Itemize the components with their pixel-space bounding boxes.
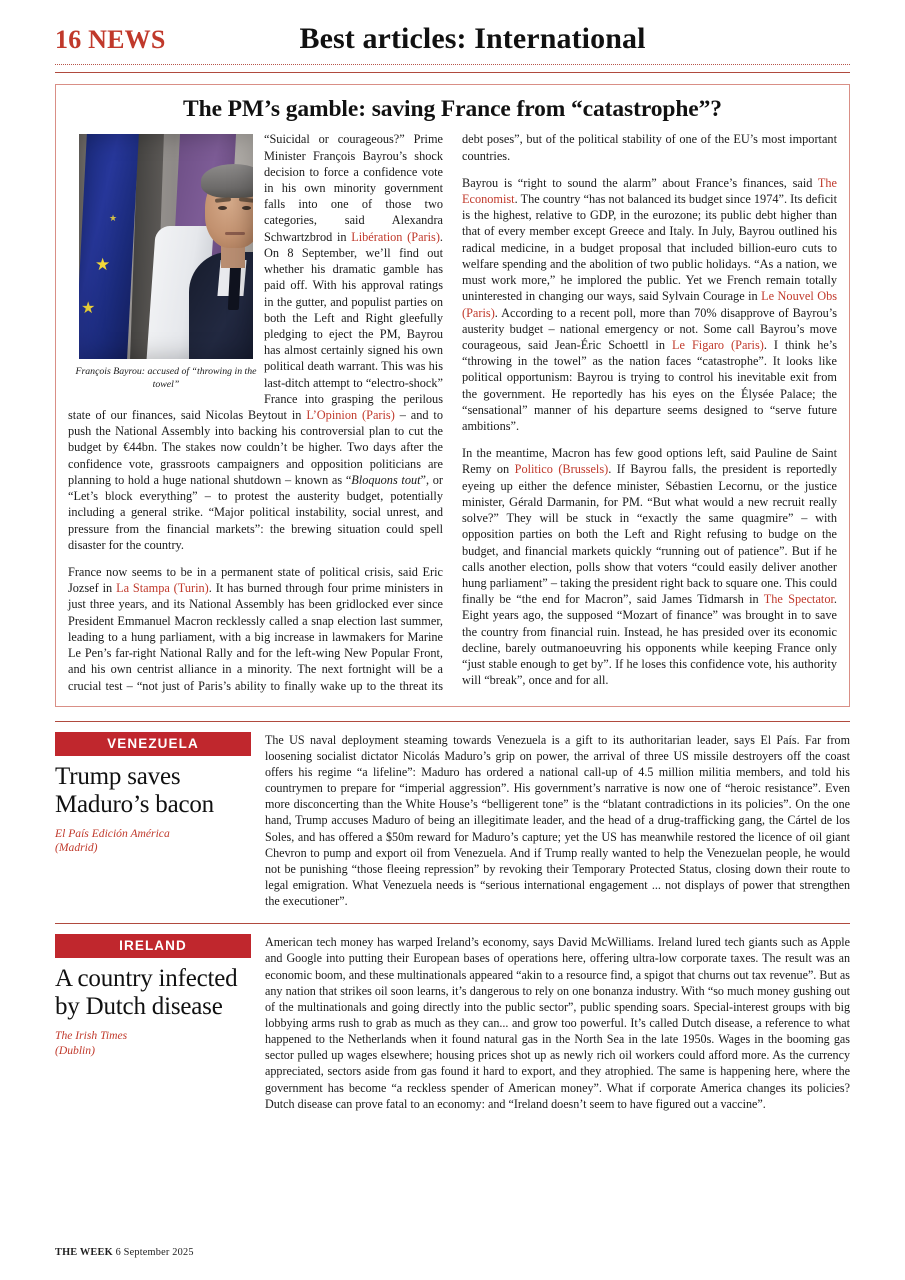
folio — [55, 27, 205, 58]
folio-number: 16 — [55, 25, 82, 54]
source-name: The Spectator — [763, 592, 834, 607]
source-name: La Stampa (Turin) — [116, 581, 209, 596]
source-name: The Economist — [462, 175, 837, 206]
country-section-ireland — [55, 924, 850, 1112]
lead-article-body — [68, 131, 837, 693]
lead-paragraph: “Suicidal or courageous?” Prime Minister François Bayrou’s shock decision to force a confidence vote in his own minority government falls into one of those two categories, said Alexandra Schwartzbrod in Libération (Paris). On 8 September, we’ll find out whether his dramatic gamble has paid off. With his approval ratings in the gutter, and populist parties on both the Left and Right gleefully pledging to eject the PM, Bayrou has almost certainly signed his own political death warrant. This was his last-ditch attempt to “electro-shock” France into grasping the perilous state of our finances, said Nicolas Beytout in L’Opinion (Paris) – and to push the National Assembly into backing his controversial plan to cut the budget by €44bn. The stakes now couldn’t be higher. Two days after the confidence vote, grassroots campaigners and opposition politicians are planning to hold a huge national shutdown – known as “Bloquons tout”, or “Let’s block everything” – to protest the austerity budget, potentially including a general strike. “Major political instability, social unrest, and pressure from the financial markets”: the brewing situation could spell disaster for the country. — [68, 132, 443, 552]
bayrou-photo — [79, 134, 253, 359]
lead-paragraph: In the meantime, Macron has few good options left, said Pauline de Saint Remy on Politico (Brussels). If Bayrou falls, the president is reportedly eyeing up either the defence minister, Sébastien Lecornu, or the justice minister, Gérald Darmanin, for PM. “But what would a new recruit really solve?” They will be stuck in “exactly the same quagmire” – with opposition parties on both the Left and Right refusing to budge on the budget, and financial markets quickly “running out of patience”. But if he calls another election, polls show that voters “could easily deliver another hung parliament” – taking the president right back to square one. This could finally be “the end for Macron”, said James Tidmarsh in The Spectator. Eight years ago, the supposed “Mozart of finance” was brought in to save the country from financial ruin. Instead, he has presided over its economic decline, barely outmanoeuvring his opponents while keeping France only “just stable enough to get by”. If he loses this confidence vote, his authority will “break”, once and for all. — [462, 446, 837, 688]
eu-star-icon: ★ — [95, 255, 111, 275]
photo-vignette — [79, 134, 253, 359]
section-source: The Irish Times (Dublin) — [55, 1029, 128, 1057]
section-paragraph: American tech money has warped Ireland’s economy, says David McWilliams. Ireland lured tech giants such as Apple and Google into putting their European bases of operations here, offering ultra-low corporate taxes. The result was an economic boom, and these multinationals appeared “akin to a resource find, a spigot that churns out tax revenue”. But as any nation that strikes oil soon learns, it’s dangerous to rely on one bonanza industry. With “so much money gushing out of the multinationals and going directly into the public sector”, public spending soars. Special-interest groups with big lobbying arms rush to grab as much as they can... and grow too powerful. It’s called Dutch disease, a reference to what happened to the Netherlands when it found natural gas in the North Sea in the late 1950s. Wages in the booming gas sector pulled up wages elsewhere; housing prices shot up as newly rich oil workers could afford more. As the currency appreciated, sectors aside from gas found it hard to export, and they atrophied. The same is happening here, where the government has become “a reckless spender of American money”. What if corporate America changes its policies? Dutch disease can prove fatal to an economy: and “Ireland doesn’t seem to have figured out a vaccine”. — [265, 935, 850, 1111]
dotted-divider — [55, 64, 850, 65]
source-name: Libération (Paris) — [351, 229, 440, 244]
country-section-venezuela — [55, 722, 850, 910]
photo-caption: François Bayrou: accused of “throwing in the towel” — [75, 366, 257, 391]
country-badge: VENEZUELA — [55, 732, 251, 756]
lead-article — [55, 84, 850, 707]
source-name: Le Nouvel Obs (Paris) — [462, 289, 838, 320]
section-heading-block — [55, 732, 251, 910]
eu-star-icon: ★ — [81, 300, 96, 318]
section-title: Trump saves Maduro’s bacon — [55, 762, 214, 818]
lead-figure — [68, 134, 264, 395]
section-source: El País Edición América (Madrid) — [55, 826, 170, 855]
section-heading-block — [55, 934, 251, 1112]
eu-star-icon: ★ — [109, 213, 118, 224]
section-title: A country infected by Dutch disease — [55, 965, 238, 1021]
solid-divider — [55, 72, 850, 73]
section-paragraph: The US naval deployment steaming towards Venezuela is a gift to its authoritarian leader, says El País. Far from loosening socialist dictator Nicolás Maduro’s grip on power, the arrival of three US missile destroyers off the coast offers his regime “a lifeline”: Maduro has ordered a national call-up of 4.5 million militia members, and told his countrymen to prepare for “imperial aggression”. His government’s narrative is now one of “heroic resistance”. Even more disconcerting than the White House’s “belligerent tone” is the “blatant contradictions in its policies”. On the one hand, Trump accuses Maduro of being an illegitimate leader, and the head of a drug-trafficking gang, the Cártel de los Soles, and has offered a $50m reward for Maduro’s capture; yet the US has meanwhile restored the licence of oil giant Chevron to pump and export oil from Venezuela. And if Trump really wanted to help the Venezuelan people, he would not be punishing “those fleeing repression” by revoking their Temporary Protected Status, closing down their route to legal emigration. What Venezuela needs is “serious international engagement ... not displays of power that strengthen the executioner”. — [265, 732, 850, 909]
source-name: L’Opinion (Paris) — [306, 408, 395, 423]
section-body — [265, 732, 850, 910]
page-footer — [55, 1247, 194, 1258]
section-body — [265, 934, 850, 1112]
page-title: Best articles: International — [299, 22, 646, 55]
lead-paragraph: Bayrou is “right to sound the alarm” about France’s finances, said The Economist. The country “has not balanced its budget since 1974”. Its deficit is the highest, relative to GDP, in the eurozone; its public debt higher than that of every member except Greece and Italy. In July, Bayrou outlined his radical medicine, in a budget proposal that included billion-euro cuts to welfare spending and the abolition of two public holidays. “As a nation, we must work more,” he implored the public. Yet we French remain totally uninterested in changing our ways, said Sylvain Courage in Le Nouvel Obs (Paris). According to a recent poll, more than 70% disapprove of Bayrou’s austerity budget – national emergency or not. Some call Bayrou’s move courageous, said Jean-Éric Schoettl in Le Figaro (Paris). I think he’s “throwing in the towel” as the nation faces “catastrophe”. It looks like political opportunism: Bayrou is trying to control his inevitable exit from the government. He reportedly has his eyes on the Élysée Palace; the “sensational” manner of his departure seems designed to “serve future ambitions”. — [462, 175, 838, 434]
lead-headline: The PM’s gamble: saving France from “catastrophe”? — [183, 96, 722, 122]
source-name: Politico (Brussels) — [514, 462, 609, 477]
footer-publication: THE WEEK — [55, 1247, 113, 1258]
folio-label: NEWS — [88, 25, 166, 54]
lead-paragraph: France now seems to be in a permanent state of political crisis, said Eric Jozsef in La Stampa (Turin). It has burned through four prime ministers in just three years, and its National Assembly has been gridlocked ever since President Emmanuel Macron recklessly called a snap election last summer, leading to a hung parliament, with a big increase in lawmakers for Marine Le Pen’s far-right National Rally and for the left-wing New Popular Front, and his own centrist alliance in a minority. The next fortnight will be a crucial test – “not just of Paris’s ability to finally wake up to the threat its debt poses”, but of the political stability of one of the EU’s most important countries. — [68, 132, 837, 693]
source-name: Le Figaro (Paris) — [672, 337, 764, 352]
masthead — [55, 0, 850, 58]
country-badge: IRELAND — [55, 934, 251, 958]
footer-date: 6 September 2025 — [115, 1247, 194, 1258]
